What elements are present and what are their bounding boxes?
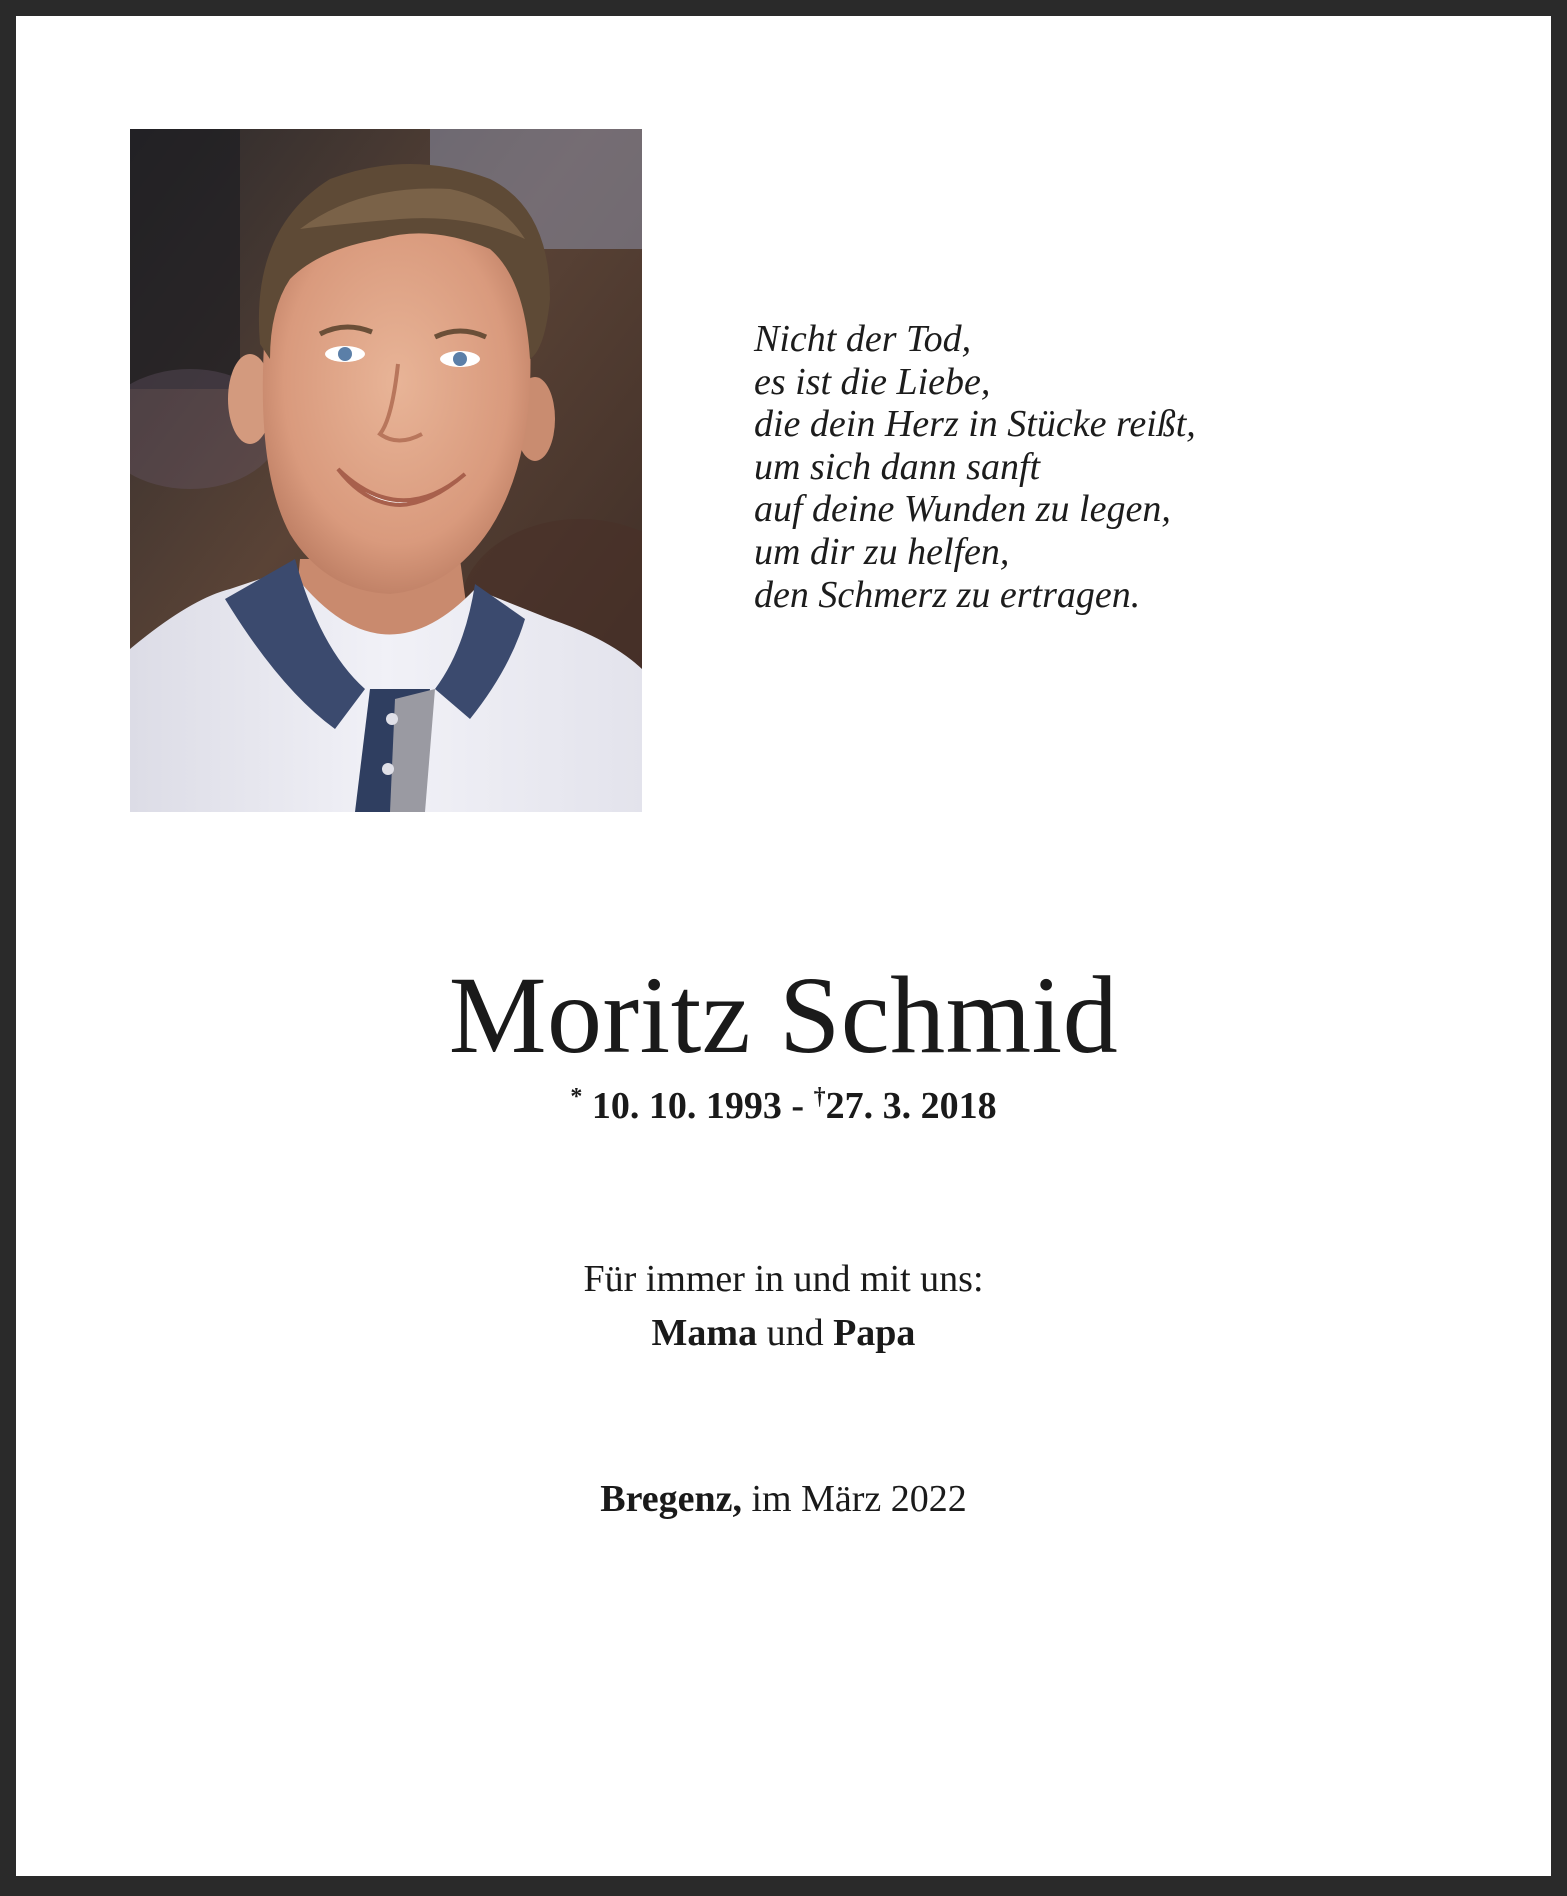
- death-symbol: †: [813, 1084, 826, 1110]
- poem-line: es ist die Liebe,: [754, 360, 991, 403]
- poem-line: den Schmerz zu ertragen.: [754, 573, 1141, 616]
- poem-line: auf deine Wunden zu legen,: [754, 488, 1171, 531]
- closing-date: im März 2022: [751, 1478, 967, 1520]
- mourner-conjunction: und: [766, 1312, 824, 1354]
- date-separator: -: [791, 1085, 805, 1127]
- tribute: [0, 1252, 1567, 1360]
- poem-line: die dein Herz in Stücke reißt,: [754, 403, 1196, 446]
- poem-line: Nicht der Tod,: [754, 318, 972, 360]
- deceased-name: Moritz Schmid: [448, 954, 1119, 1076]
- mourner-mama: Mama: [651, 1312, 758, 1354]
- birth-symbol: *: [570, 1084, 583, 1110]
- mourner-papa: Papa: [833, 1312, 916, 1354]
- poem: [754, 318, 1394, 616]
- place-name: Bregenz,: [600, 1478, 742, 1520]
- mourners: [0, 1306, 1567, 1360]
- death-date: 27. 3. 2018: [825, 1085, 997, 1127]
- life-dates: [0, 1082, 1567, 1130]
- poem-line: um dir zu helfen,: [754, 530, 1010, 573]
- tribute-line: Für immer in und mit uns:: [583, 1258, 984, 1300]
- place-and-date: [0, 1472, 1567, 1526]
- birth-date: 10. 10. 1993: [591, 1085, 782, 1127]
- poem-line: um sich dann sanft: [754, 445, 1041, 488]
- portrait-photo: [130, 129, 642, 812]
